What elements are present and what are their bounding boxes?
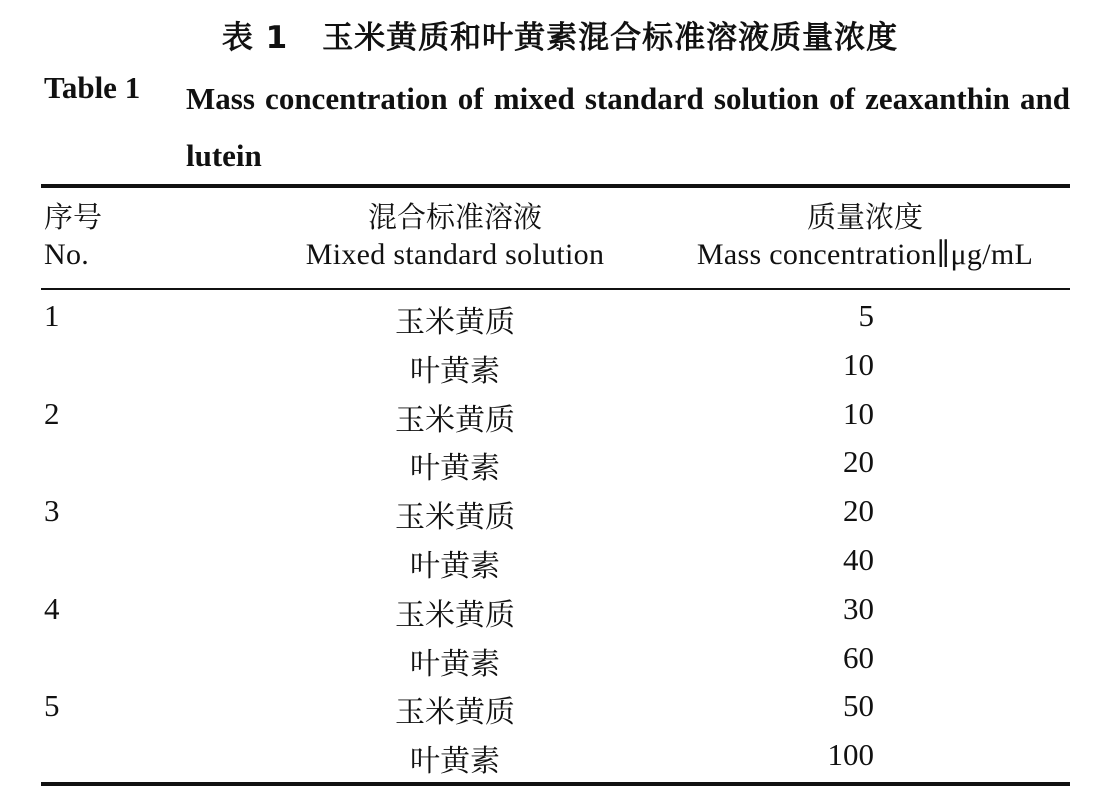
cell-solution: 叶黄素 — [410, 353, 500, 389]
cell-solution: 叶黄素 — [410, 744, 500, 780]
table-row — [0, 291, 1120, 340]
cell-solution: 玉米黄质 — [395, 500, 515, 536]
cell-solution: 玉米黄质 — [395, 597, 515, 633]
cell-no: 2 — [44, 395, 60, 431]
cell-concentration: 60 — [843, 639, 874, 675]
cell-no: 5 — [44, 688, 60, 724]
cell-concentration: 40 — [843, 541, 874, 577]
cell-concentration: 20 — [843, 493, 874, 529]
header-solution-cn: 混合标准溶液 — [367, 200, 542, 234]
cell-no: 4 — [44, 590, 60, 626]
table-number-cn: 表 1 — [221, 20, 289, 56]
header-no — [44, 198, 102, 274]
table-row — [0, 389, 1120, 438]
table-header-rule — [41, 288, 1070, 290]
cell-solution: 玉米黄质 — [395, 305, 515, 340]
cell-solution: 叶黄素 — [410, 646, 500, 682]
table-row — [0, 730, 1120, 779]
table-row — [0, 584, 1120, 633]
header-conc-en: Mass concentration∥μg/mL — [696, 238, 1034, 271]
table-caption-cn — [0, 12, 1120, 57]
cell-concentration: 30 — [843, 590, 874, 626]
header-solution-en: Mixed standard solution — [305, 238, 605, 271]
cell-concentration: 10 — [843, 346, 874, 382]
cell-solution: 叶黄素 — [410, 548, 500, 584]
table-row — [0, 535, 1120, 584]
cell-concentration: 20 — [843, 444, 874, 480]
header-concentration — [655, 198, 1075, 274]
table-bottom-rule — [41, 782, 1070, 786]
cell-concentration: 10 — [843, 395, 874, 431]
cell-concentration: 5 — [858, 298, 874, 333]
table-title-cn: 玉米黄质和叶黄素混合标准溶液质量浓度 — [322, 20, 899, 56]
cell-no: 1 — [44, 298, 60, 333]
cell-concentration: 50 — [843, 688, 874, 724]
table-number-en: Table 1 — [44, 70, 141, 105]
cell-solution: 玉米黄质 — [395, 402, 515, 438]
cell-concentration: 100 — [827, 737, 874, 773]
table-row — [0, 486, 1120, 535]
table-row — [0, 437, 1120, 486]
header-conc-cn: 质量浓度 — [806, 200, 923, 234]
header-no-en: No. — [44, 238, 90, 271]
header-solution — [270, 198, 640, 274]
cell-solution: 叶黄素 — [410, 451, 500, 487]
table-title-en: Mass concentration of mixed standard solution of zeaxanthin and lutein — [186, 81, 1070, 173]
table-top-rule — [41, 184, 1070, 188]
cell-no: 3 — [44, 493, 60, 529]
header-no-cn: 序号 — [44, 200, 103, 234]
table-row — [0, 633, 1120, 682]
table-body — [0, 291, 1120, 779]
table-row — [0, 681, 1120, 730]
cell-solution: 玉米黄质 — [395, 695, 515, 731]
table-row — [0, 340, 1120, 389]
